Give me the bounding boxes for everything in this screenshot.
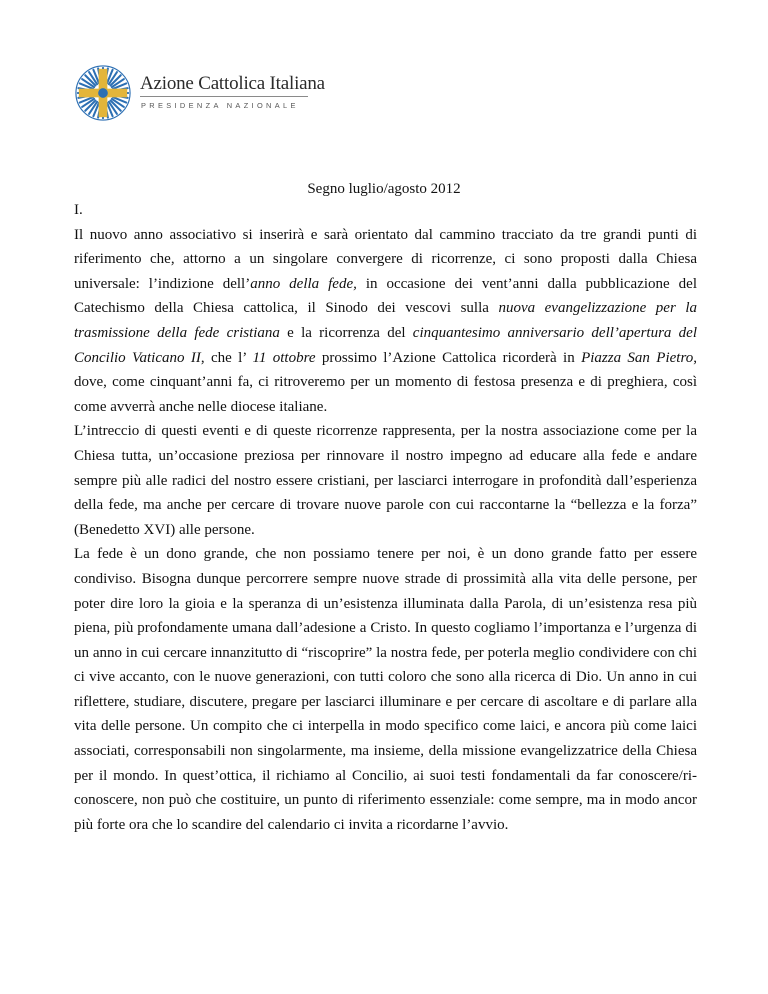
document-title: Segno luglio/agosto 2012 (307, 181, 461, 197)
text-run: prossimo l’Azione Cattolica ricorderà in (315, 349, 582, 366)
text-run: e la ricorrenza del (279, 324, 413, 341)
org-logo (74, 64, 325, 124)
italic-text-run: nuova evangelizzazione per la trasmissione della fede cristiana (74, 300, 697, 341)
ac-sunburst-cross-icon (74, 64, 132, 122)
logo-divider (140, 96, 308, 97)
text-run: in occasione dei vent’anni dalla pubblicazione del Catechismo della Chiesa cattolica, il Sinodo dei vescovi sulla (74, 275, 697, 317)
section-numeral: I. (74, 202, 83, 218)
text-run: , che l’ (200, 349, 253, 366)
text-run: La fede è un dono grande, che non possiamo tenere per noi, è un dono grande fatto per essere condiviso. Bisogna dunque percorrere sempre nuove strade di prossimità alla vita delle persone, per poter dire loro la gioia e la speranza di un’esistenza illuminata dalla Parola, di un’esistenza resa più piena, più profondamente umana dall’adesione a Cristo. In questo cogliamo l’importanza e l’urgenza di un anno in cui cercare innanzitutto di “riscoprire” la nostra fede, per poterla meglio condividere con chi ci vive accanto, con le nuove generazioni, con tutti coloro che sono alla ricerca di Dio. Un anno in cui riflettere, studiare, discutere, pregare per lasciarci illuminare e per cercare di ascoltare e di parlare alla vita delle persone. Un compito che ci interpella in modo specifico come laici, e ancora più come laici associati, corresponsabili non singolarmente, ma insieme, della missione evangelizzatrice della Chiesa per il mondo. In quest’ottica, il richiamo al Concilio, ai suoi testi fondamentali da far conoscere/ri-conoscere, non può che costituire, un punto di riferimento essenziale: come sempre, ma in modo ancor più forte ora che lo scandire del calendario ci invita a ricordarne l’avvio. (74, 546, 697, 833)
italic-text-run: 11 ottobre (252, 349, 316, 366)
paragraph-2 (74, 419, 697, 542)
document-body (74, 198, 697, 837)
italic-text-run: anno della fede, (250, 275, 357, 292)
org-name: Azione Cattolica Italiana (140, 73, 325, 94)
text-run: Il nuovo anno associativo si inserirà e sarà orientato dal cammino tracciato da tre grandi punti di riferimento che, attorno a un singolare convergere di ricorrenze, ci sono proposti dalla Chiesa universale: l’indizione dell’ (74, 226, 697, 292)
org-subtitle: PRESIDENZA NAZIONALE (141, 101, 299, 110)
text-run: , dove, come cinquant’anni fa, ci ritroveremo per un momento di festosa presenza e di preghiera, così come avverrà anche nelle diocese italiane. (74, 349, 697, 415)
paragraph-1 (74, 223, 697, 420)
text-run: L’intreccio di questi eventi e di queste ricorrenze rappresenta, per la nostra associazione come per la Chiesa tutta, un’occasione preziosa per rinnovare il nostro impegno ad educare alla fede e andare sempre più alle radici del nostro essere cristiani, per lasciarci interrogare in profondità dall’esperienza della fede, ma anche per cercare di trovare nuove parole con cui raccontarne la “bellezza e la forza” (Benedetto XVI) alle persone. (74, 423, 697, 538)
paragraph-3 (74, 542, 697, 837)
italic-text-run: Piazza San Pietro (581, 349, 694, 366)
italic-text-run: cinquantesimo anniversario dell’apertura del Concilio Vaticano II (74, 324, 698, 366)
